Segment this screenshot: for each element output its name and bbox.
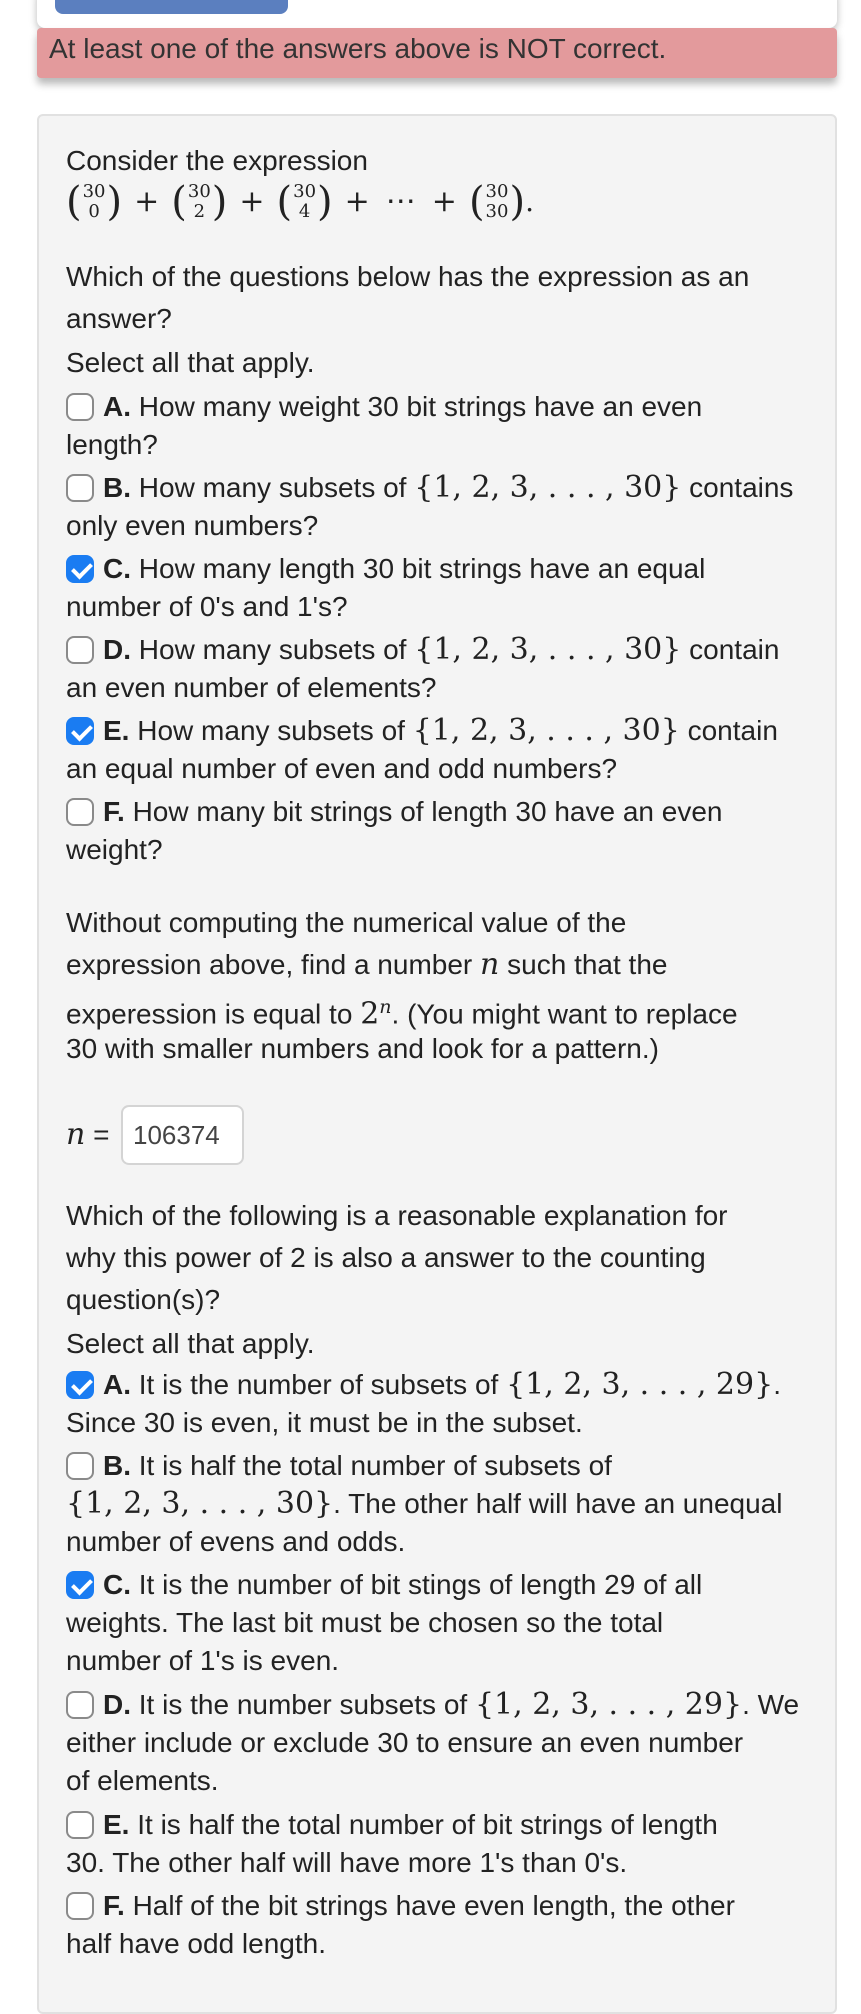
checkbox-2a[interactable]: [66, 1371, 94, 1399]
para3-line3: question(s)?: [66, 1284, 221, 1315]
checkbox-2b[interactable]: [66, 1452, 94, 1480]
option2-d-cont2: of elements.: [66, 1765, 219, 1796]
para2-line2: expression above, find a number n such that the: [66, 947, 668, 982]
intro-text: Consider the expression: [66, 145, 368, 176]
option2-d-cont: either include or exclude 30 to ensure an even number: [66, 1727, 744, 1758]
option2-e[interactable]: E. It is half the total number of bit strings of length: [66, 1806, 718, 1844]
option2-f[interactable]: F. Half of the bit strings have even length, the other: [66, 1887, 735, 1925]
select-all-instruction-2: Select all that apply.: [66, 1328, 315, 1359]
option1-e-cont: an equal number of even and odd numbers?: [66, 753, 618, 784]
submit-button[interactable]: [55, 0, 288, 14]
alert-text: At least one of the answers above is NOT correct.: [49, 33, 667, 64]
checkbox-2c[interactable]: [66, 1571, 94, 1599]
binom-term-2: ( 30 2 ): [171, 179, 228, 225]
para3-line1: Which of the following is a reasonable explanation for: [66, 1200, 728, 1231]
option2-c[interactable]: C. It is the number of bit stings of length 29 of all: [66, 1566, 702, 1604]
option2-b-cont: {1, 2, 3, . . . , 30}. The other half will have an unequal: [66, 1486, 783, 1521]
binom-term-4: ( 30 4 ): [276, 179, 333, 225]
checkbox-1a[interactable]: [66, 393, 94, 421]
binomial-expression: ( 30 0 ) + ( 30 2 ) + ( 30 4 ) + ⋯ + ( 30 30 ) .: [66, 179, 534, 225]
option1-a[interactable]: A. How many weight 30 bit strings have an even: [66, 388, 702, 426]
option2-c-cont2: number of 1's is even.: [66, 1645, 340, 1676]
option1-c-cont: number of 0's and 1's?: [66, 591, 348, 622]
checkbox-2e[interactable]: [66, 1811, 94, 1839]
option1-a-cont: length?: [66, 429, 158, 460]
option1-b-cont: only even numbers?: [66, 510, 319, 541]
checkbox-1f[interactable]: [66, 798, 94, 826]
option2-f-cont: half have odd length.: [66, 1928, 326, 1959]
binom-term-30: ( 30 30 ): [468, 179, 526, 225]
prompt1-line2: answer?: [66, 303, 172, 334]
option2-b[interactable]: B. It is half the total number of subsets of: [66, 1447, 612, 1485]
option2-a-cont: Since 30 is even, it must be in the subset.: [66, 1407, 583, 1438]
checkbox-1c[interactable]: [66, 555, 94, 583]
option2-b-cont2: number of evens and odds.: [66, 1526, 406, 1557]
select-all-instruction: Select all that apply.: [66, 347, 315, 378]
incorrect-alert: [37, 28, 837, 78]
para2-line1: Without computing the numerical value of the: [66, 907, 627, 938]
checkbox-2d[interactable]: [66, 1691, 94, 1719]
option1-c[interactable]: C. How many length 30 bit strings have an equal: [66, 550, 705, 588]
checkbox-1e[interactable]: [66, 717, 94, 745]
option2-c-cont: weights. The last bit must be chosen so the total: [66, 1607, 664, 1638]
checkbox-1b[interactable]: [66, 474, 94, 502]
n-label: n =: [66, 1117, 110, 1152]
option1-f-cont: weight?: [66, 834, 163, 865]
previous-question-panel: [37, 0, 837, 28]
option2-d[interactable]: D. It is the number subsets of {1, 2, 3, . . . , 29}. We: [66, 1686, 799, 1724]
option1-b[interactable]: B. How many subsets of {1, 2, 3, . . . , 30} contains: [66, 469, 793, 507]
option2-e-cont: 30. The other half will have more 1's than 0's.: [66, 1847, 628, 1878]
binom-term-0: ( 30 0 ): [66, 179, 123, 225]
para2-line3: experession is equal to 2$^n$. (You might want to replace: [66, 996, 738, 1032]
checkbox-1d[interactable]: [66, 636, 94, 664]
n-answer-input[interactable]: [121, 1105, 244, 1165]
para3-line2: why this power of 2 is also a answer to the counting: [66, 1242, 706, 1273]
checkbox-2f[interactable]: [66, 1892, 94, 1920]
option1-d[interactable]: D. How many subsets of {1, 2, 3, . . . , 30} contain: [66, 631, 779, 669]
option1-d-cont: an even number of elements?: [66, 672, 437, 703]
option1-f[interactable]: F. How many bit strings of length 30 have an even: [66, 793, 722, 831]
option2-a[interactable]: A. It is the number of subsets of {1, 2, 3, . . . , 29}.: [66, 1366, 781, 1404]
prompt1-line1: Which of the questions below has the expression as an: [66, 261, 750, 292]
para2-line4: 30 with smaller numbers and look for a pattern.): [66, 1033, 659, 1064]
option1-e[interactable]: E. How many subsets of {1, 2, 3, . . . , 30} contain: [66, 712, 778, 750]
